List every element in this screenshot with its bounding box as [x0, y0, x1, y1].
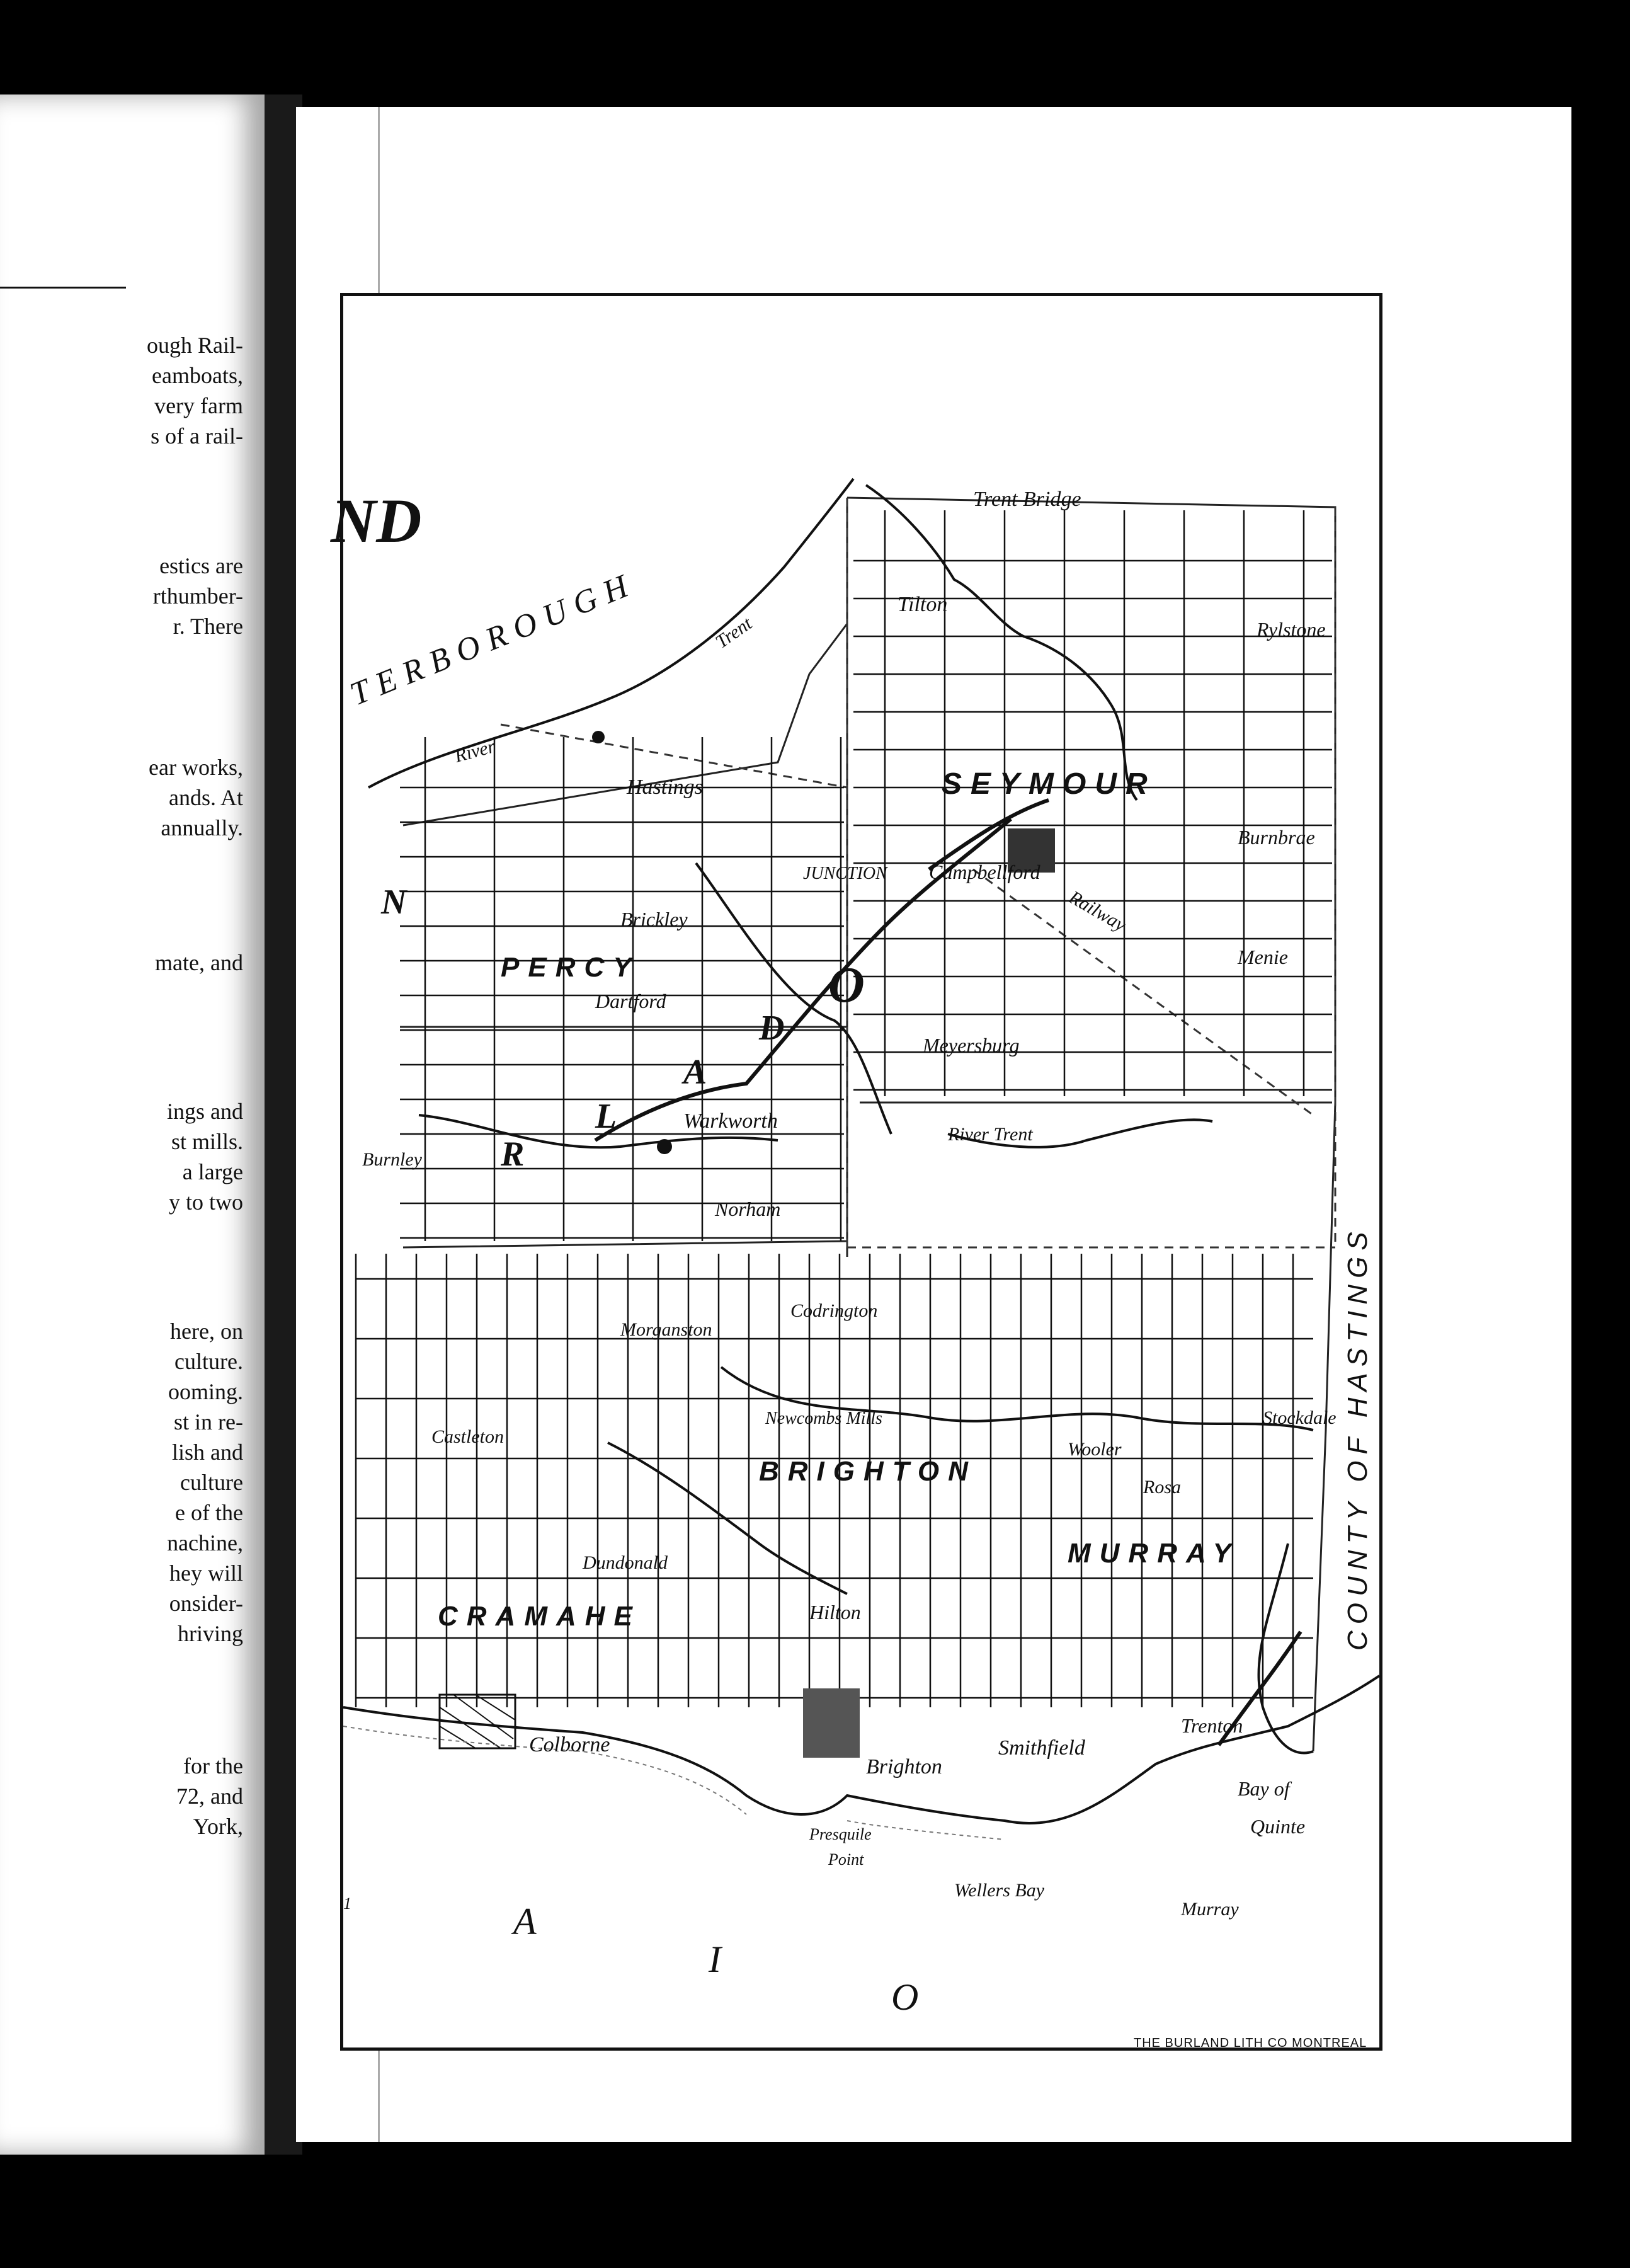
- railway-lines: [595, 800, 1301, 1745]
- left-page-line: for the: [183, 1753, 243, 1778]
- label-hilton: Hilton: [809, 1601, 861, 1624]
- left-page-line: lish and: [172, 1440, 243, 1465]
- label-lake-o: O: [891, 1976, 919, 2018]
- lake-ontario: [343, 1682, 1036, 2048]
- left-page-line: st mills.: [171, 1129, 243, 1154]
- label-lake-a: A: [513, 1901, 537, 1942]
- left-page-line: eamboats,: [152, 363, 243, 388]
- label-codrington: Codrington: [790, 1300, 878, 1321]
- left-page-line: hey will: [169, 1561, 243, 1586]
- label-trenton: Trenton: [1181, 1714, 1243, 1737]
- label-wooler: Wooler: [1068, 1439, 1122, 1460]
- left-page-line: st in re-: [174, 1409, 243, 1435]
- county-map: [331, 296, 1379, 2048]
- left-page-line: annually.: [161, 815, 243, 840]
- label-junction: JUNCTION: [803, 864, 887, 883]
- lithographer-credit: THE BURLAND LITH CO MONTREAL: [1134, 2036, 1367, 2050]
- label-bay-of: Bay of: [1238, 1777, 1290, 1800]
- label-brickley: Brickley: [620, 908, 688, 931]
- label-point: Point: [828, 1850, 864, 1869]
- label-quinte: Quinte: [1250, 1815, 1306, 1838]
- label-norham: Norham: [715, 1198, 781, 1220]
- label-letter-l: L: [595, 1097, 617, 1136]
- label-seymour: SEYMOUR: [942, 767, 1156, 801]
- label-letter-d: D: [759, 1009, 785, 1048]
- left-page-line: nachine,: [167, 1530, 243, 1555]
- left-page-line: ough Rail-: [147, 333, 243, 358]
- label-brighton-twp: BRIGHTON: [759, 1456, 977, 1487]
- label-burnbrae: Burnbrae: [1238, 826, 1315, 849]
- left-page-line: a large: [182, 1159, 243, 1184]
- label-letter-n: N: [381, 883, 407, 922]
- left-page: [0, 94, 265, 2155]
- left-page-line: rthumber-: [152, 583, 243, 609]
- label-burnley: Burnley: [362, 1149, 422, 1170]
- label-morganston: Morganston: [620, 1319, 712, 1340]
- label-trent-north: Trent: [712, 612, 756, 653]
- left-page-line: ands. At: [168, 785, 243, 810]
- left-page-line: hriving: [178, 1621, 243, 1646]
- label-county-of-hastings: COUNTY OF HASTINGS: [1342, 1225, 1373, 1651]
- label-newcombs-mills: Newcombs Mills: [765, 1409, 882, 1428]
- label-castleton: Castleton: [431, 1426, 504, 1447]
- label-warkworth: Warkworth: [683, 1109, 778, 1133]
- left-page-line: y to two: [168, 1189, 243, 1215]
- label-meyersburg: Meyersburg: [923, 1034, 1020, 1057]
- left-page-line: very farm: [154, 393, 243, 418]
- left-page-line: York,: [193, 1814, 243, 1839]
- label-rosa: Rosa: [1143, 1477, 1181, 1498]
- label-tilton: Tilton: [898, 593, 948, 616]
- label-peterborough: TERBOROUGH: [345, 565, 642, 713]
- label-river: River: [452, 736, 498, 767]
- label-dartford: Dartford: [595, 990, 666, 1012]
- left-page-line: culture.: [174, 1349, 243, 1374]
- label-lake-i: I: [709, 1939, 721, 1980]
- label-campbellford: Campbellford: [929, 861, 1040, 883]
- label-wellers-bay: Wellers Bay: [954, 1880, 1045, 1901]
- left-page-line: s of a rail-: [151, 423, 243, 449]
- left-page-line: mate, and: [155, 950, 243, 975]
- left-page-line: here, on: [170, 1319, 243, 1344]
- label-presquile: Presquile: [809, 1825, 872, 1843]
- page-mark: 1: [343, 1894, 351, 1913]
- label-letter-a: A: [683, 1053, 707, 1092]
- section-rule: [0, 287, 126, 289]
- left-page-line: estics are: [159, 553, 243, 578]
- label-murray-twp: MURRAY: [1068, 1538, 1240, 1569]
- left-page-line: r. There: [173, 614, 243, 639]
- road-grid: [356, 510, 1332, 1707]
- label-railway: Railway: [1065, 886, 1130, 936]
- label-letter-o: O: [828, 958, 865, 1013]
- left-page-line: ear works,: [149, 755, 243, 780]
- label-hastings: Hastings: [627, 776, 703, 799]
- label-dundonald: Dundonald: [583, 1552, 668, 1573]
- left-page-line: culture: [180, 1470, 243, 1495]
- left-page-line: ooming.: [168, 1379, 243, 1404]
- map-frame: [331, 293, 1382, 2051]
- left-page-line: 72, and: [176, 1784, 243, 1809]
- label-stockdale: Stockdale: [1263, 1407, 1336, 1428]
- label-menie: Menie: [1238, 946, 1288, 968]
- label-letter-r: R: [501, 1135, 525, 1174]
- label-trent-bridge: Trent Bridge: [973, 488, 1081, 511]
- label-murray-south: Murray: [1181, 1899, 1239, 1920]
- label-colborne: Colborne: [529, 1733, 610, 1756]
- label-river-trent: River Trent: [948, 1124, 1033, 1145]
- label-smithfield: Smithfield: [998, 1736, 1085, 1760]
- label-brighton-town: Brighton: [866, 1755, 942, 1778]
- left-page-line: e of the: [175, 1500, 243, 1525]
- label-cramahe: CRAMAHE: [438, 1601, 641, 1632]
- label-percy: PERCY: [501, 952, 641, 983]
- left-page-line: ings and: [167, 1099, 243, 1124]
- label-rylstone: Rylstone: [1257, 618, 1326, 641]
- left-page-line: onsider-: [169, 1591, 243, 1616]
- label-corner-letters: ND: [331, 486, 422, 556]
